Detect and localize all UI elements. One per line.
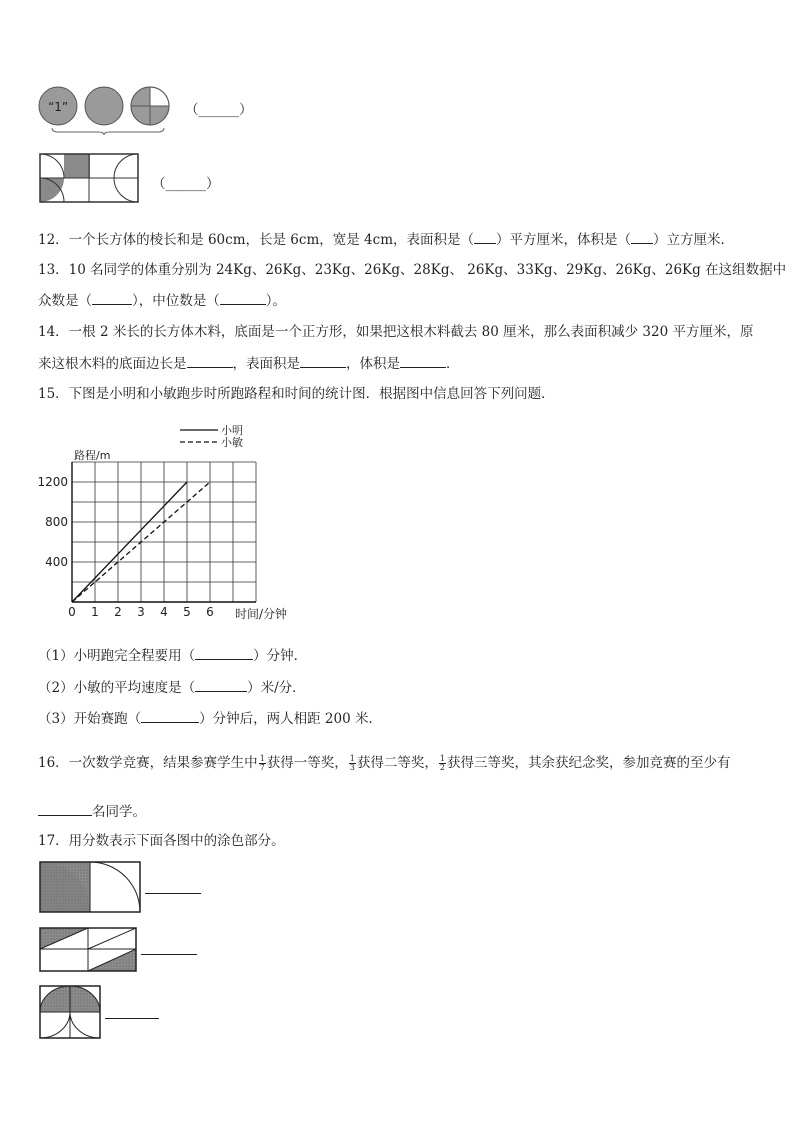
x-tick-label: 3: [137, 605, 145, 619]
q17-figure2: [38, 926, 140, 974]
q17-figure1: [38, 860, 144, 916]
x-axis-label: 时间/分钟: [235, 607, 288, 621]
y-tick-label: 1200: [37, 475, 68, 489]
question-16-line1: 16．一次数学竞赛，结果参赛学生中 $\frac{1}{7}$ 获得一等奖， $\frac{1}{3}$ 获得二等奖， $\frac{1}{2}$ 获得三等奖，其余获纪念奖，参加竞赛的至少有: [38, 754, 731, 772]
x-tick-label: 4: [160, 605, 168, 619]
legend-label-2: 小敏: [221, 436, 243, 449]
q17-answer3-line: [105, 1018, 159, 1019]
question-12: 12．一个长方体的棱长和是 60cm，长是 6cm，宽是 4cm，表面积是（ ）平方厘米，体积是（ ）立方厘米．: [38, 229, 734, 249]
question-15-intro: 15．下图是小明和小敏跑步时所跑路程和时间的统计图．根据图中信息回答下列问题．: [38, 386, 555, 402]
question-16-line2: 名同学。: [38, 801, 146, 821]
circle-label: “1”: [48, 100, 69, 114]
q17-answer1-line: [145, 893, 201, 894]
fraction-2: $\frac{1}{3}$: [349, 754, 355, 772]
x-tick-label: 0: [68, 605, 76, 619]
y-axis-label: 路程/m: [74, 449, 111, 462]
question-14-line2: 来这根木料的底面边长是 ，表面积是 ，体积是 ．: [38, 353, 460, 373]
rect-semicircle-figure: [38, 152, 142, 206]
y-tick-label: 400: [45, 555, 68, 569]
figure1-answer: （______）: [185, 102, 253, 118]
fraction-3: $\frac{1}{2}$: [439, 754, 445, 772]
figure2-answer: （______）: [152, 176, 220, 192]
question-13-line2: 众数是（ ），中位数是（ ）。: [38, 290, 286, 310]
question-13-line1: 13．10 名同学的体重分别为 24Kg、26Kg、23Kg、26Kg、28Kg、 26Kg、33Kg、29Kg、26Kg、26Kg 在这组数据中: [38, 262, 787, 278]
question-15-sub3: （3）开始赛跑（ ）分钟后，两人相距 200 米．: [38, 708, 382, 728]
x-tick-label: 1: [91, 605, 99, 619]
y-tick-label: 800: [45, 515, 68, 529]
x-tick-label: 2: [114, 605, 122, 619]
q17-answer2-line: [141, 954, 197, 955]
legend-label-1: 小明: [221, 424, 243, 437]
question-14-line1: 14．一根 2 米长的长方体木料，底面是一个正方形，如果把这根木料截去 80 厘米，那么表面积减少 320 平方厘米，原: [38, 324, 754, 340]
q17-figure3: [38, 984, 104, 1042]
x-tick-label: 5: [183, 605, 191, 619]
fraction-1: $\frac{1}{7}$: [259, 754, 265, 772]
question-15-sub2: （2）小敏的平均速度是（ ）米/分．: [38, 677, 306, 697]
distance-time-chart: [30, 420, 320, 630]
circles-figure: [38, 80, 178, 136]
question-17-intro: 17．用分数表示下面各图中的涂色部分。: [38, 833, 285, 849]
x-tick-label: 6: [206, 605, 214, 619]
question-15-sub1: （1）小明跑完全程要用（ ）分钟．: [38, 645, 307, 665]
